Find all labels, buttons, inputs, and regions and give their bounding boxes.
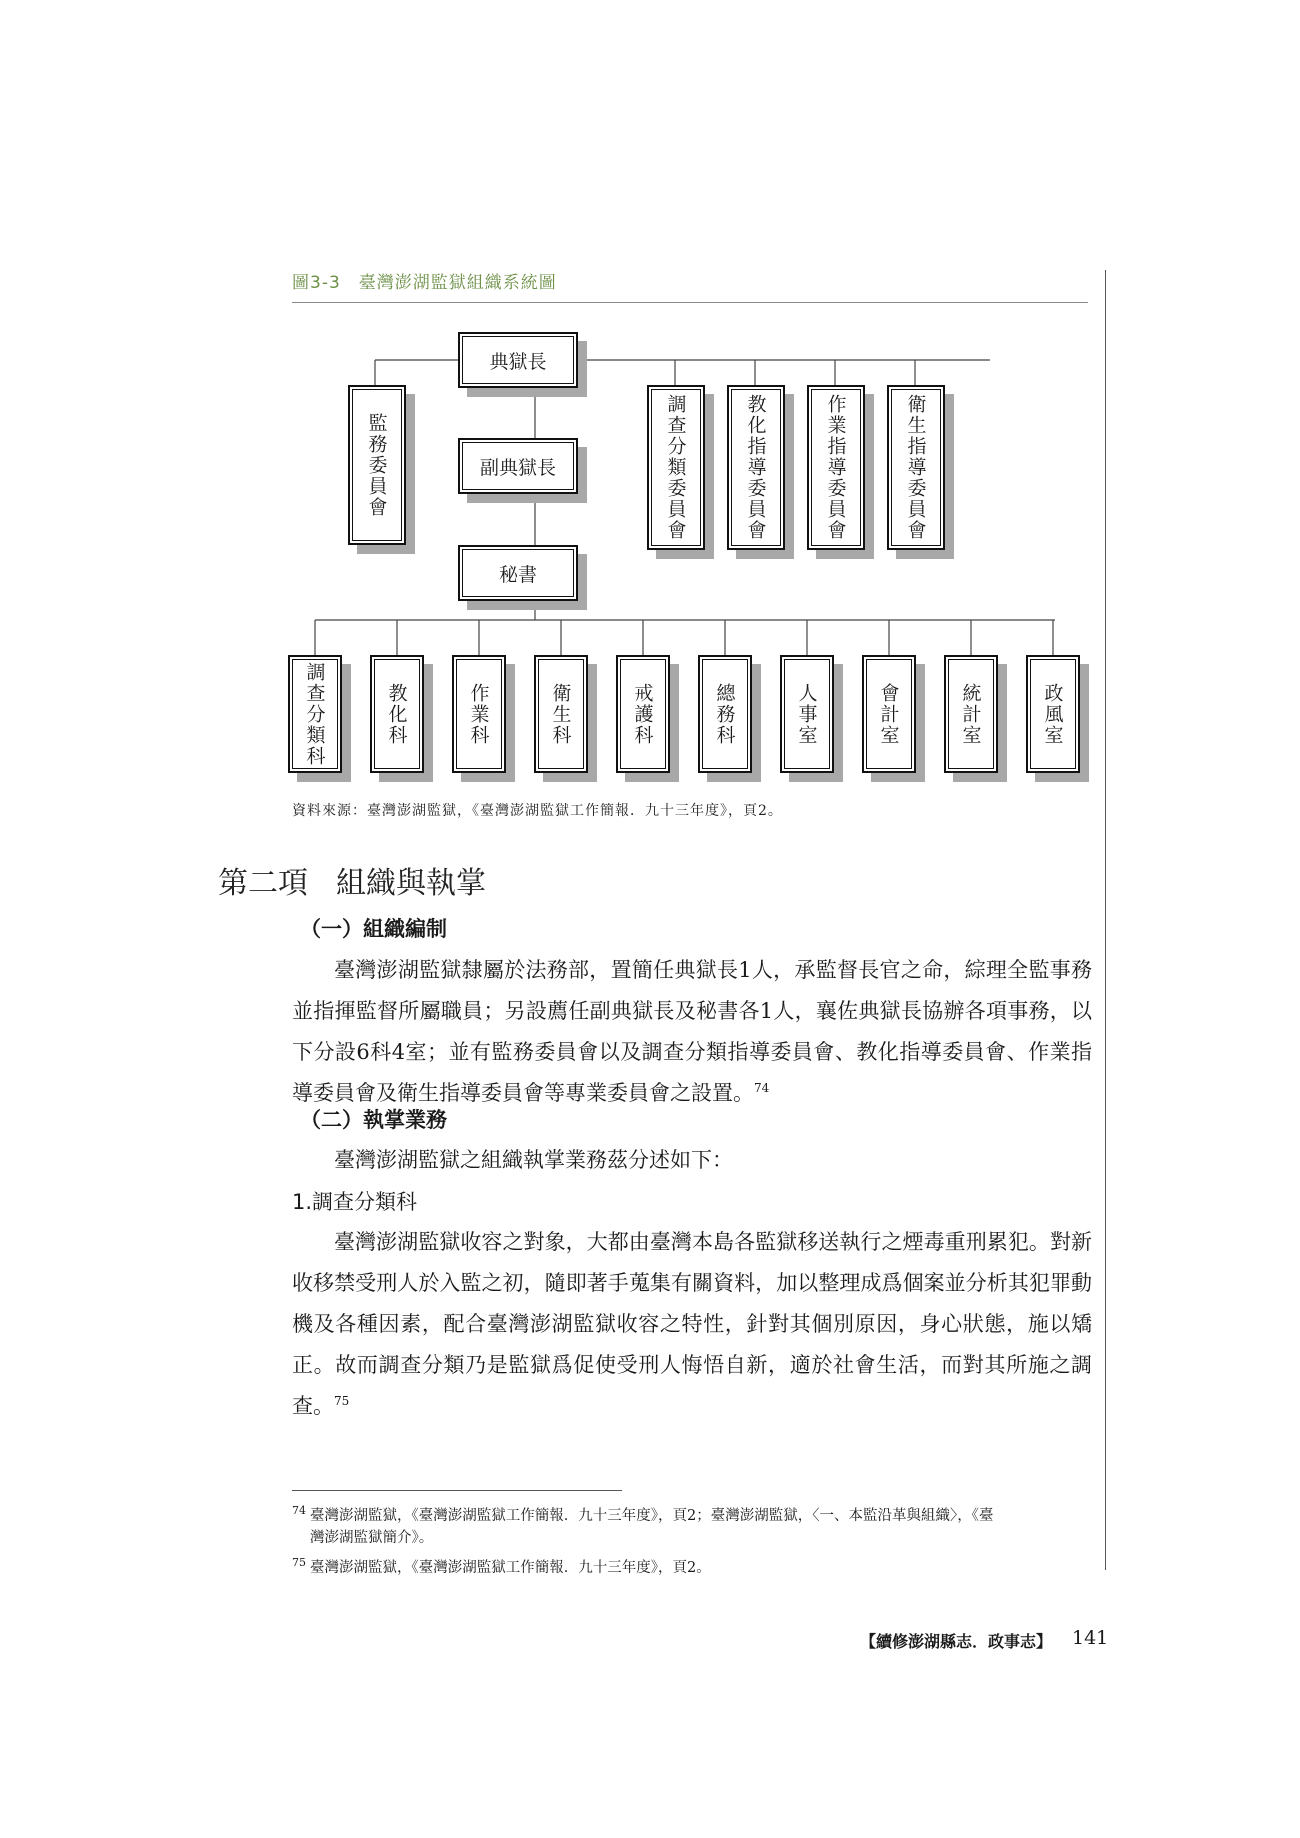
footnote-75-line1: 臺灣澎湖監獄，《臺灣澎湖監獄工作簡報．九十三年度》，頁2。	[310, 1560, 711, 1576]
node-dept-education: 教化科	[370, 655, 424, 773]
footnote-74-line2: 灣澎湖監獄簡介》。	[310, 1530, 434, 1546]
item-heading-classification: 1.調查分類科	[292, 1190, 418, 1214]
node-dept-work: 作業科	[452, 655, 506, 773]
subsection-heading-organization: （一）組織編制	[300, 916, 447, 941]
node-dept-custody: 戒護科	[616, 655, 670, 773]
section-label: 第二項	[218, 866, 308, 901]
paragraph-organization	[292, 950, 1092, 1114]
footnote-74	[292, 1505, 1092, 1549]
org-chart	[280, 320, 1100, 790]
section-title: 組織與執掌	[336, 866, 486, 901]
section-heading	[218, 858, 486, 902]
node-dept-general-affairs: 總務科	[698, 655, 752, 773]
node-committee-work: 作業指導委員會	[807, 385, 865, 550]
figure-title: 圖3-3 臺灣澎湖監獄組織系統圖	[292, 273, 557, 293]
node-committee-health: 衛生指導委員會	[887, 385, 945, 550]
figure-source: 資料來源：臺灣澎湖監獄，《臺灣澎湖監獄工作簡報．九十三年度》，頁2。	[292, 803, 783, 819]
footnote-ref-75: 75	[334, 1394, 350, 1408]
node-deputy-warden: 副典獄長	[458, 438, 578, 494]
paragraph-classification	[292, 1222, 1092, 1427]
node-dept-ethics: 政風室	[1026, 655, 1080, 773]
footnote-ref-74: 74	[754, 1081, 770, 1095]
figure-title-rule	[292, 302, 1088, 303]
node-dept-statistics: 統計室	[944, 655, 998, 773]
margin-rule	[1105, 270, 1106, 1570]
node-dept-classification: 調查分類科	[288, 655, 342, 773]
node-warden: 典獄長	[458, 332, 578, 388]
footnote-74-line1: 臺灣澎湖監獄，《臺灣澎湖監獄工作簡報．九十三年度》，頁2；臺灣澎湖監獄，〈一、本監沿革與組織〉，《臺	[310, 1508, 994, 1524]
node-dept-health: 衛生科	[534, 655, 588, 773]
footnote-74-number: 74	[292, 1504, 306, 1518]
paragraph-classification-text: 臺灣澎湖監獄收容之對象，大都由臺灣本島各監獄移送執行之煙毒重刑累犯。對新收移禁受刑人於入監之初，隨即著手蒐集有關資料，加以整理成爲個案並分析其犯罪動機及各種因素，配合臺灣澎湖監獄收容之特性，針對其個別原因，身心狀態，施以矯正。故而調查分類乃是監獄爲促使受刑人悔悟自新，適於社會生活，而對其所施之調查。	[292, 1230, 1092, 1418]
node-inspection-committee: 監務委員會	[348, 385, 406, 545]
page-number: 141	[1072, 1627, 1109, 1649]
footnote-rule	[292, 1490, 622, 1491]
node-dept-personnel: 人事室	[780, 655, 834, 773]
node-committee-education: 教化指導委員會	[727, 385, 785, 550]
subsection-heading-duties: （二）執掌業務	[300, 1107, 447, 1132]
running-title: 【續修澎湖縣志．政事志】	[860, 1632, 1053, 1651]
duties-intro: 臺灣澎湖監獄之組織執掌業務茲分述如下：	[334, 1148, 733, 1172]
footnote-75-number: 75	[292, 1556, 306, 1570]
paragraph-organization-text: 臺灣澎湖監獄隸屬於法務部，置簡任典獄長1人，承監督長官之命，綜理全監事務並指揮監督所屬職員；另設薦任副典獄長及秘書各1人，襄佐典獄長協辦各項事務，以下分設6科4室；並有監務委員會以及調查分類指導委員會、教化指導委員會、作業指導委員會及衛生指導委員會等專業委員會之設置。	[292, 958, 1092, 1105]
footnote-75	[292, 1557, 1092, 1579]
node-secretary: 秘書	[458, 545, 578, 601]
node-committee-classification: 調查分類委員會	[647, 385, 705, 550]
node-dept-accounting: 會計室	[862, 655, 916, 773]
